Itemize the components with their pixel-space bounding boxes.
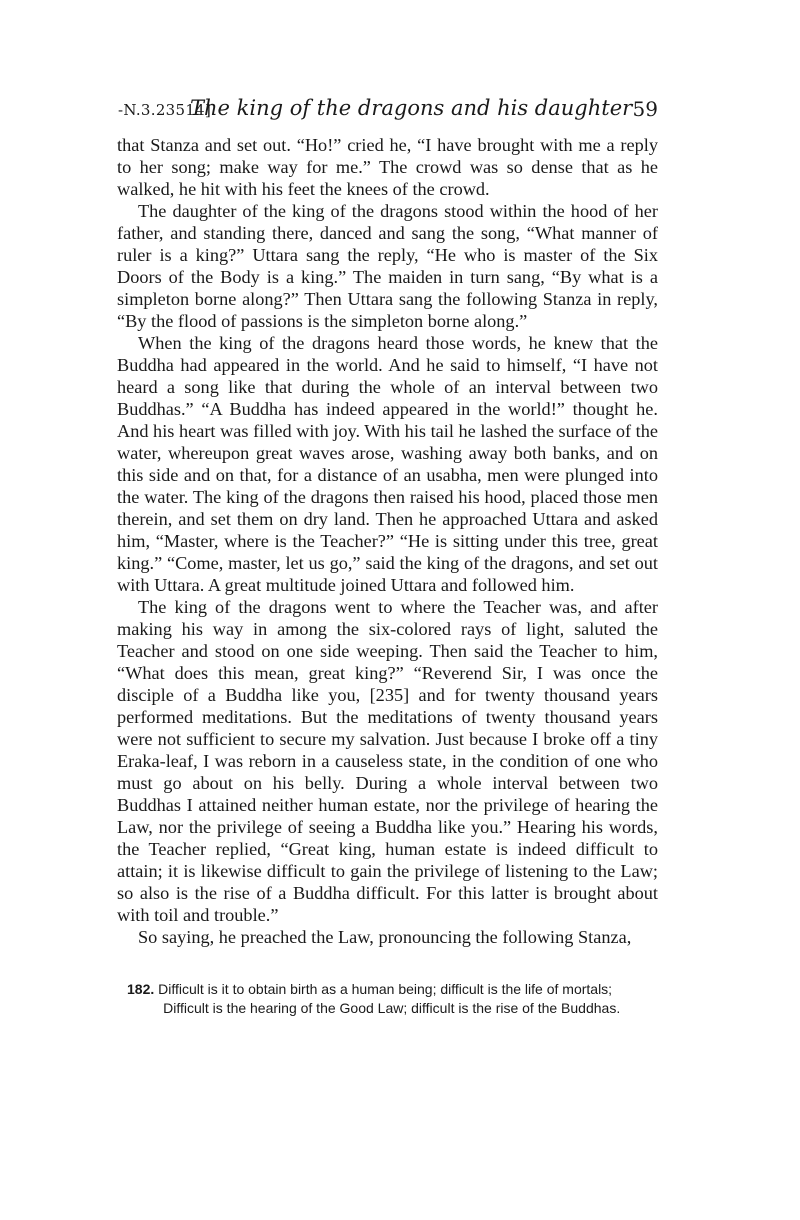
paragraph: So saying, he preached the Law, pronouncing the following Stanza, — [138, 927, 632, 947]
stanza-text-1: Difficult is it to obtain birth as a human being; difficult is the life of mortals; — [158, 981, 613, 997]
page-number: 59 — [632, 97, 658, 121]
stanza-text-2: Difficult is the hearing of the Good Law; difficult is the rise of the Buddhas. — [163, 1000, 621, 1016]
body-text — [117, 134, 658, 948]
paragraph: When the king of the dragons heard those words, he knew that the Buddha had appeared in the world. And he said to himself, “I have not heard a song like that during the whole of an interval between two Buddhas.” “A Buddha has indeed appeared in the world!” thought he. And his heart was filled with joy. With his tail he lashed the surface of the water, whereupon great waves arose, washing away both banks, and on this side and on that, for a distance of an usabha, men were plunged into the water. The king of the dragons then raised his hood, placed those men therein, and set them on dry land. Then he approached Uttara and asked him, “Master, where is the Teacher?” “He is sitting under this tree, great king.” “Come, master, let us go,” said the king of the dragons, and set out with Uttara. A great multitude joined Uttara and followed him. — [117, 333, 658, 595]
section-reference: -N.3.23514] — [118, 101, 212, 119]
stanza-block — [127, 980, 667, 1018]
paragraph: The daughter of the king of the dragons stood within the hood of her father, and standing there, danced and sang the song, “What manner of ruler is a king?” Uttara sang the reply, “He who is master of the Six Doors of the Body is a king.” The maiden in turn sang, “By what is a simpleton borne along?” Then Uttara sang the following Stanza in reply, “By the flood of passions is the simpleton borne along.” — [117, 201, 658, 331]
paragraph: that Stanza and set out. “Ho!” cried he, “I have brought with me a reply to her song; make way for me.” The crowd was so dense that as he walked, he hit with his feet the knees of the crowd. — [117, 135, 658, 199]
paragraph: The king of the dragons went to where the Teacher was, and after making his way in among the six-colored rays of light, saluted the Teacher and stood on one side weeping. Then said the Teacher to him, “What does this mean, great king?” “Reverend Sir, I was once the disciple of a Buddha like you, [235] and for twenty thousand years performed meditations. But the meditations of twenty thousand years were not sufficient to secure my salvation. Just because I broke off a tiny Eraka-leaf, I was reborn in a causeless state, in the condition of one who must go about on his belly. During a whole interval between two Buddhas I attained neither human estate, nor the privilege of hearing the Law, nor the privilege of seeing a Buddha like you.” Hearing his words, the Teacher replied, “Great king, human estate is indeed difficult to attain; it is likewise difficult to gain the privilege of listening to the Law; so also is the rise of a Buddha difficult. For this latter is brought about with toil and trouble.” — [117, 597, 658, 925]
stanza-line-1 — [127, 980, 667, 999]
chapter-title: The king of the dragons and his daughter — [190, 96, 633, 120]
running-head — [118, 96, 658, 124]
stanza-line-2 — [127, 999, 667, 1018]
stanza-number: 182. — [127, 981, 155, 997]
